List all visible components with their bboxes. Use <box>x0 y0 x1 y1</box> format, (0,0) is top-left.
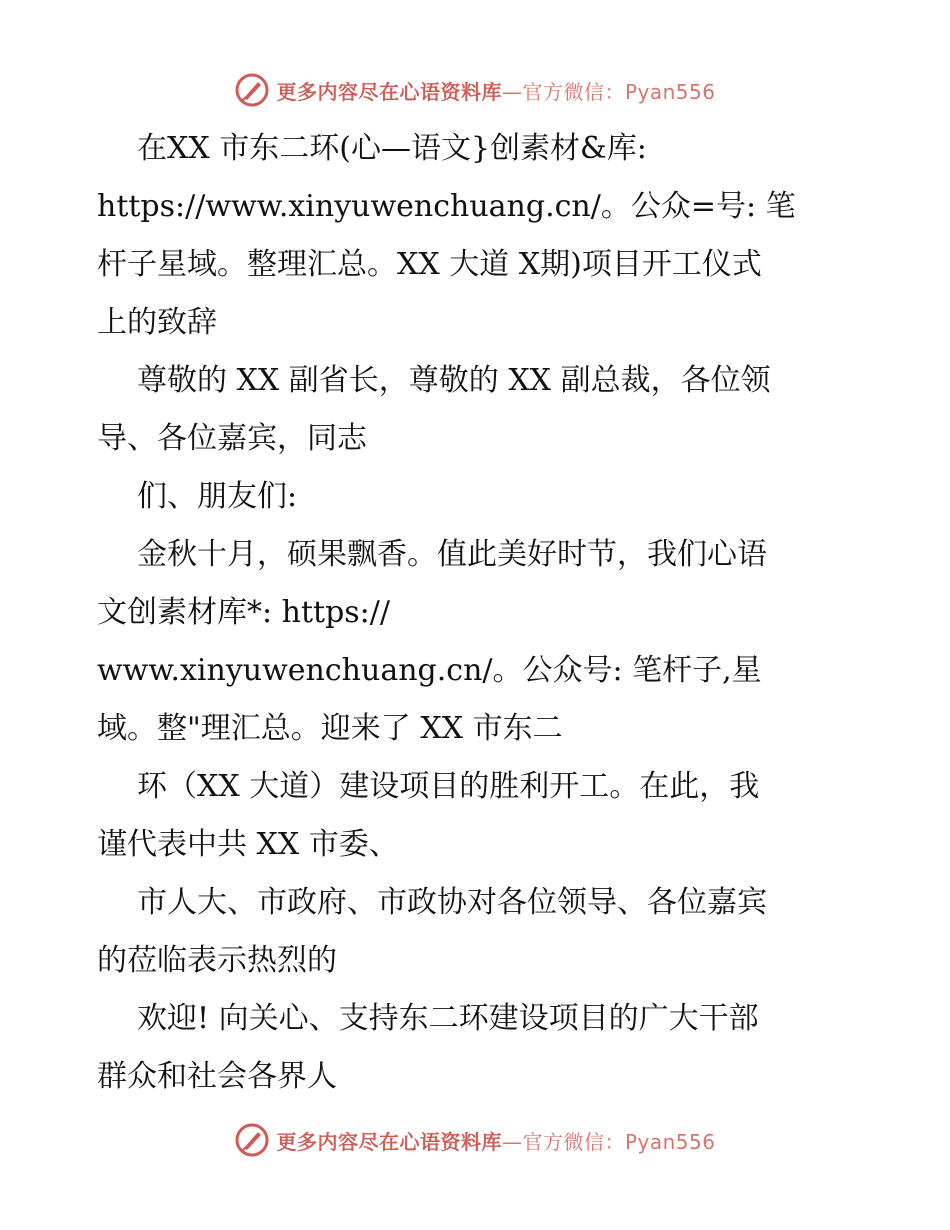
text-line: 尊敬的 XX 副省长，尊敬的 XX 副总裁，各位领 <box>137 363 771 398</box>
text-line: 金秋十月，硕果飘香。值此美好时节，我们心语 <box>137 537 767 572</box>
text-line: www.xinyuwenchuang.cn/。公众号: 笔杆子,星 <box>97 653 762 688</box>
document-body <box>97 120 857 1106</box>
text-line: 市人大、市政府、市政协对各位领导、各位嘉宾 <box>137 885 767 920</box>
banner-text: 更多内容尽在心语资料库—官方微信：Pyan556 <box>276 1129 716 1154</box>
text-line: 环（XX 大道）建设项目的胜利开工。在此，我 <box>137 769 760 804</box>
text-line: 在XX 市东二环(心—语文}创素材&库: <box>137 131 647 166</box>
text-line: 上的致辞 <box>97 305 217 340</box>
text-line: https://www.xinyuwenchuang.cn/。公众=号: 笔 <box>97 189 796 224</box>
banner-text: 更多内容尽在心语资料库—官方微信：Pyan556 <box>276 79 716 104</box>
text-line: 谨代表中共 XX 市委、 <box>97 827 399 862</box>
header-banner <box>0 70 950 110</box>
text-line: 域。整"理汇总。迎来了 XX 市东二 <box>97 711 563 746</box>
text-line: 的莅临表示热烈的 <box>97 943 337 978</box>
text-line: 杆子星域。整理汇总。XX 大道 X期)项目开工仪式 <box>97 247 762 282</box>
feather-pen-icon <box>234 1122 270 1158</box>
feather-pen-icon <box>234 72 270 108</box>
text-line: 们、朋友们: <box>137 479 298 514</box>
text-line: 导、各位嘉宾，同志 <box>97 421 367 456</box>
text-line: 群众和社会各界人 <box>97 1059 337 1094</box>
text-line: 欢迎! 向关心、支持东二环建设项目的广大干部 <box>137 1001 759 1036</box>
text-line: 文创素材库*: https:// <box>97 595 390 630</box>
footer-banner <box>0 1120 950 1160</box>
